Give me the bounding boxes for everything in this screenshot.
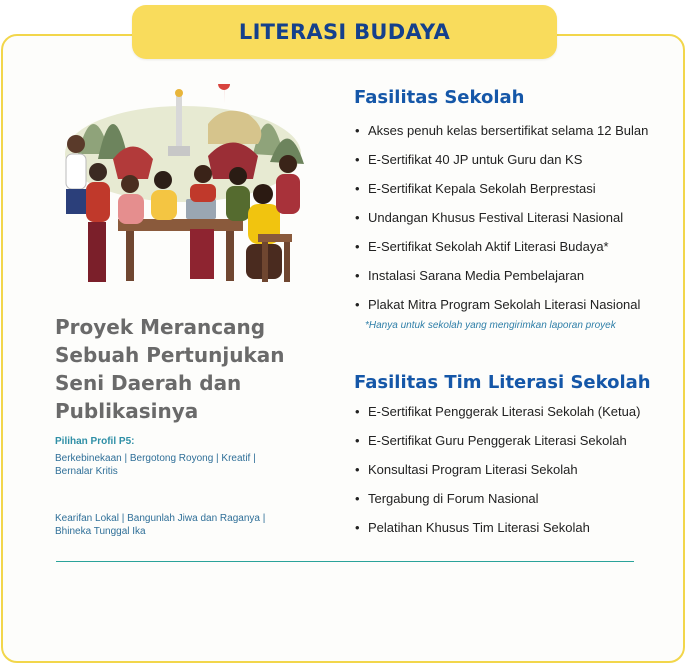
page-title: LITERASI BUDAYA xyxy=(238,20,451,44)
list-item: • Akses penuh kelas bersertifikat selama 12 Bulan xyxy=(355,123,648,152)
list-item: • Konsultasi Program Literasi Sekolah xyxy=(355,462,640,491)
bullet-icon: • xyxy=(355,404,360,419)
divider xyxy=(56,561,634,562)
bullet-icon: • xyxy=(355,433,360,448)
fasilitas-sekolah-title: Fasilitas Sekolah xyxy=(354,87,525,108)
header-tab xyxy=(132,5,557,59)
list-item: • Tergabung di Forum Nasional xyxy=(355,491,640,520)
bullet-icon: • xyxy=(355,152,360,167)
profil-values: Berkebinekaan | Bergotong Royong | Kreatif | Bernalar Kritis xyxy=(55,453,256,477)
bullet-icon: • xyxy=(355,491,360,506)
project-title-line: Seni Daerah dan xyxy=(55,371,242,395)
list-item: • E-Sertifikat Guru Penggerak Literasi Sekolah xyxy=(355,433,640,462)
list-item: • E-Sertifikat Sekolah Aktif Literasi Budaya* xyxy=(355,239,648,268)
list-item: • Instalasi Sarana Media Pembelajaran xyxy=(355,268,648,297)
project-title-line: Sebuah Pertunjukan xyxy=(55,343,285,367)
bullet-icon: • xyxy=(355,239,360,254)
bullet-icon: • xyxy=(355,268,360,283)
fasilitas-tim-title: Fasilitas Tim Literasi Sekolah xyxy=(354,372,651,393)
list-item: • E-Sertifikat Kepala Sekolah Berprestasi xyxy=(355,181,648,210)
tema-values: Kearifan Lokal | Bangunlah Jiwa dan Raganya | Bhineka Tunggal Ika xyxy=(55,513,266,537)
footnote: *Hanya untuk sekolah yang mengirimkan laporan proyek xyxy=(365,320,616,331)
list-item: • Pelatihan Khusus Tim Literasi Sekolah xyxy=(355,520,640,549)
bullet-icon: • xyxy=(355,297,360,312)
list-item: • Plakat Mitra Program Sekolah Literasi Nasional xyxy=(355,297,648,326)
bullet-icon: • xyxy=(355,462,360,477)
fasilitas-sekolah-list xyxy=(355,123,648,326)
project-title-line: Proyek Merancang xyxy=(55,315,266,339)
bullet-icon: • xyxy=(355,210,360,225)
list-item: • E-Sertifikat 40 JP untuk Guru dan KS xyxy=(355,152,648,181)
bullet-icon: • xyxy=(355,123,360,138)
list-item: • Undangan Khusus Festival Literasi Nasional xyxy=(355,210,648,239)
project-title xyxy=(55,313,325,425)
bullet-icon: • xyxy=(355,520,360,535)
fasilitas-tim-list xyxy=(355,404,640,549)
list-item: • E-Sertifikat Penggerak Literasi Sekolah (Ketua) xyxy=(355,404,640,433)
cultural-literacy-illustration xyxy=(58,84,308,299)
project-title-line: Publikasinya xyxy=(55,399,199,423)
bullet-icon: • xyxy=(355,181,360,196)
profil-label: Pilihan Profil P5: xyxy=(55,436,135,447)
